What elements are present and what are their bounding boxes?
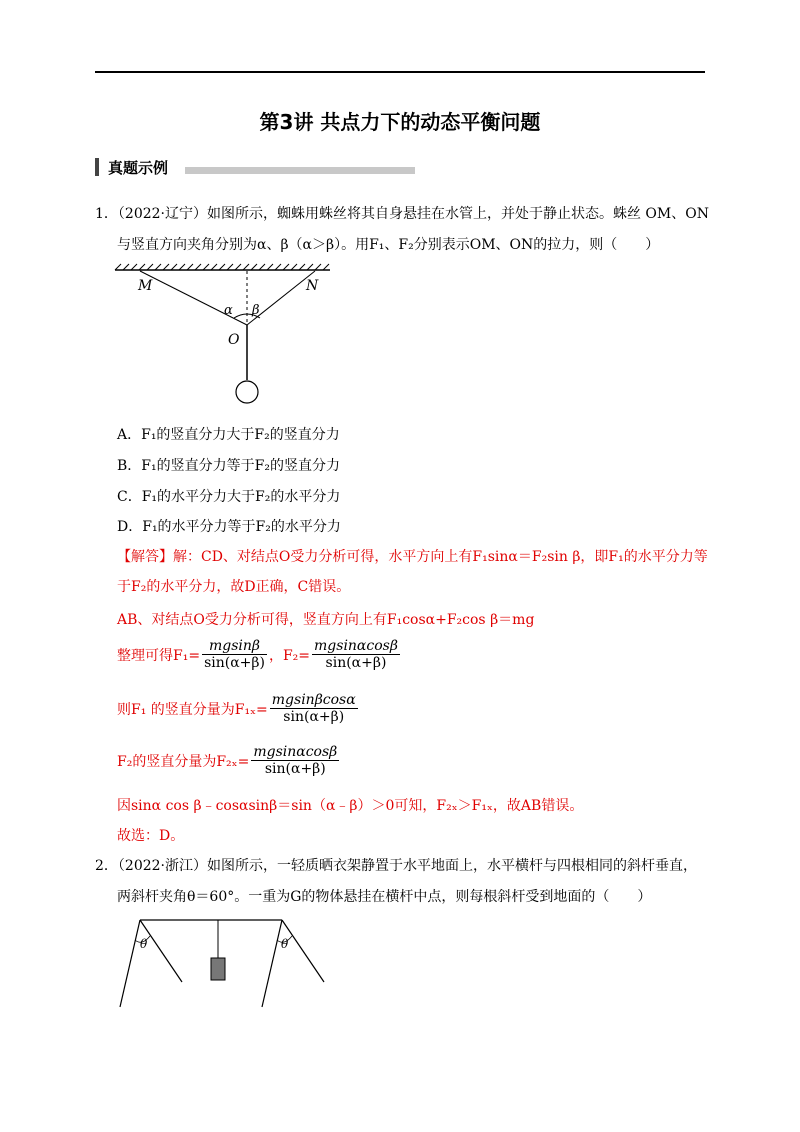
q1-answer-line1: 【解答】解：CD、对结点O受力分析可得，水平方向上有F₁sinα＝F₂sin β，即F₁的水平分力等 (117, 549, 708, 565)
section-label: 真题示例 (108, 159, 169, 177)
label-theta-left: θ (140, 937, 148, 951)
q2-figure-clothes-rack (110, 912, 330, 1012)
q1-stem-line1: 1．（2022·辽宁）如图所示，蜘蛛用蛛丝将其自身悬挂在水管上，并处于静止状态。蛛丝 OM、ON (95, 206, 709, 222)
fraction-f2x: $\frac{mgsin\alpha\cos\beta}{\sin(\alpha+\beta)}$ (253, 744, 338, 777)
label-beta: β (252, 303, 260, 318)
label-theta-right: θ (281, 937, 289, 951)
q1-answer-line2: 于F₂的水平分力，故D正确，C错误。 (117, 579, 351, 595)
q1-figure-spider (110, 262, 330, 412)
q1-answer-line7: 因sinα cos β﹣cosαsinβ＝sin（α﹣β）＞0可知，F₂ₓ＞F₁ₓ，故AB错误。 (117, 798, 584, 814)
q1-option-a: A．F₁的竖直分力大于F₂的竖直分力 (117, 427, 340, 443)
q1-formula-f1x (117, 692, 360, 725)
label-alpha: α (224, 303, 233, 318)
fraction-f1x: $\frac{mgsin\beta\cos\alpha}{\sin(\alpha+\beta)}$ (271, 692, 356, 725)
top-rule (95, 71, 705, 73)
q1-option-c: C．F₁的水平分力大于F₂的水平分力 (117, 489, 341, 505)
formula-prefix: 整理可得F₁= (117, 647, 201, 664)
formula-prefix: F₂的竖直分量为F₂ₓ= (117, 753, 250, 770)
formula-mid: ，F₂= (268, 647, 311, 664)
q1-answer-line3: AB、对结点O受力分析可得，竖直方向上有F₁cosα+F₂cos β＝mg (117, 612, 535, 628)
page-title: 第3讲 共点力下的动态平衡问题 (259, 110, 541, 134)
q1-answer-line8: 故选：D。 (117, 828, 185, 844)
q2-stem-line2: 两斜杆夹角θ＝60°。一重为G的物体悬挂在横杆中点，则每根斜杆受到地面的（ ） (117, 889, 652, 905)
q1-formula-f1-f2 (117, 638, 402, 671)
section-divider (185, 167, 415, 174)
ceiling-pipe (115, 264, 330, 270)
section-marker (95, 158, 99, 176)
fraction-f2: $\frac{mgsin\alpha\cos\beta}{\sin(\alpha+\beta)}$ (314, 638, 398, 671)
q1-formula-f2x (117, 744, 341, 777)
label-M: M (138, 278, 153, 294)
label-N: N (306, 278, 319, 294)
q1-stem-line2: 与竖直方向夹角分别为α、β（α＞β）。用F₁、F₂分别表示OM、ON的拉力，则（ ） (117, 237, 660, 253)
fraction-f1: $\frac{mgsin\beta}{\sin(\alpha+\beta)}$ (204, 638, 265, 671)
q1-option-b: B．F₁的竖直分力等于F₂的竖直分力 (117, 458, 340, 474)
label-O: O (228, 332, 240, 348)
q2-stem-line1: 2．（2022·浙江）如图所示，一轻质晒衣架静置于水平地面上，水平横杆与四根相同的斜杆垂直， (95, 858, 697, 874)
q1-option-d: D．F₁的水平分力等于F₂的水平分力 (117, 519, 341, 535)
formula-prefix: 则F₁ 的竖直分量为F₁ₓ= (117, 701, 268, 718)
